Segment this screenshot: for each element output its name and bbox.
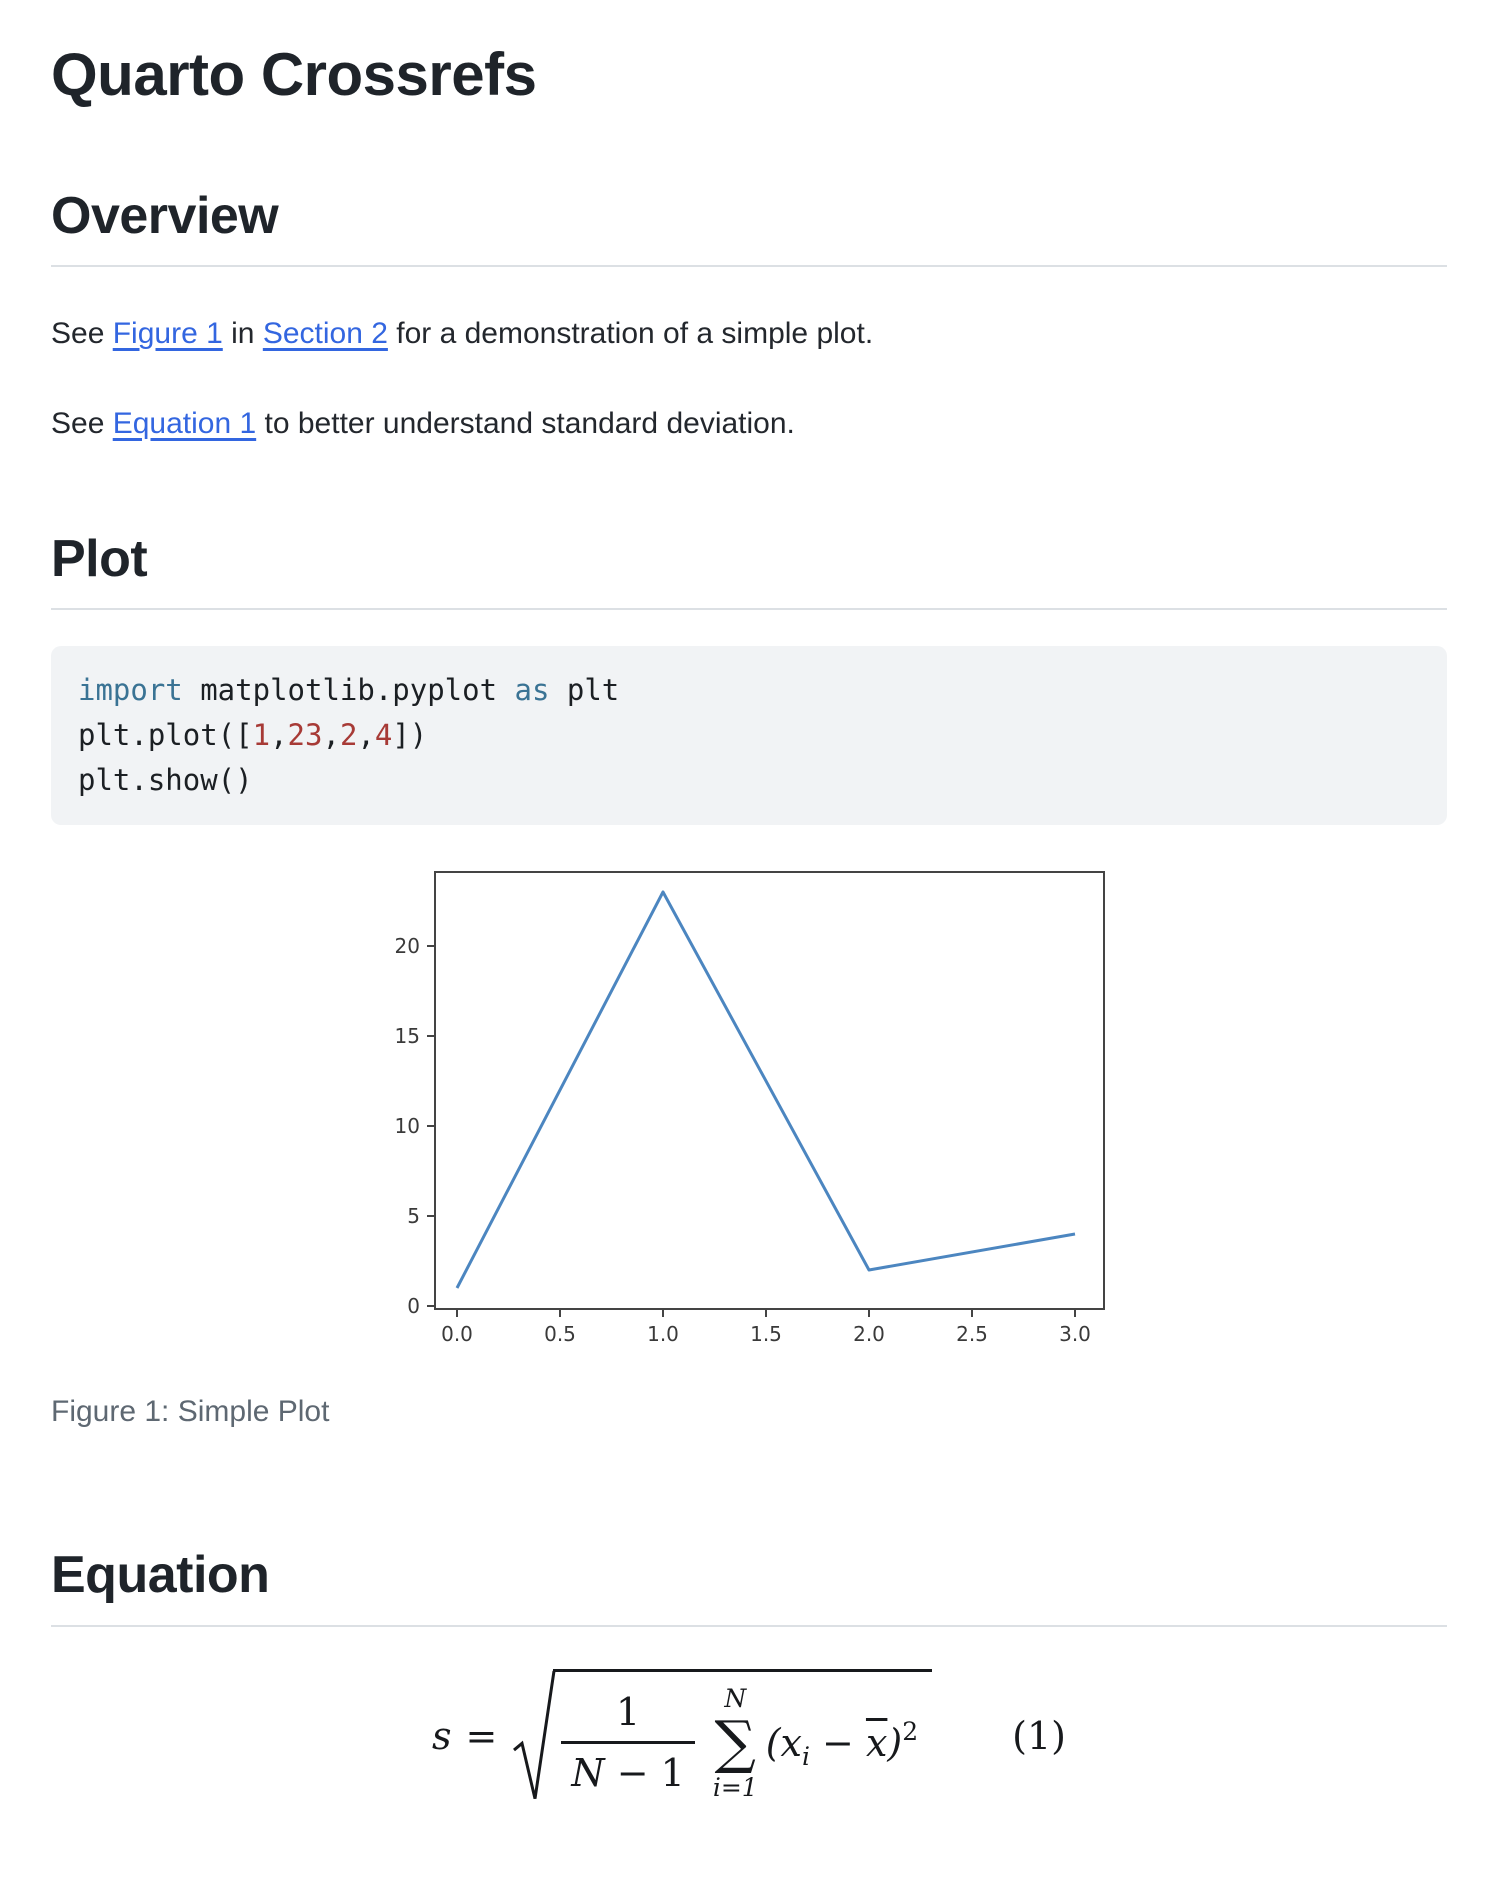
figure-simple-plot bbox=[51, 853, 1447, 1429]
fraction-numerator: 1 bbox=[616, 1690, 641, 1735]
close-paren: ) bbox=[887, 1720, 903, 1765]
fraction bbox=[561, 1690, 694, 1795]
radical-sign-icon bbox=[511, 1669, 557, 1804]
plot-svg bbox=[389, 853, 1119, 1353]
number-literal: 1 bbox=[252, 718, 271, 753]
minus-sign: − bbox=[809, 1720, 866, 1765]
x-bar: $\overline{x}$ bbox=[865, 1720, 888, 1765]
keyword-as: as bbox=[514, 673, 550, 708]
y-tick-label: 0 bbox=[407, 1294, 420, 1319]
number-literal: 23 bbox=[287, 718, 323, 753]
minus-sign: − bbox=[604, 1751, 661, 1796]
y-tick-label: 20 bbox=[394, 934, 420, 959]
number-literal: 4 bbox=[374, 718, 393, 753]
text-segment: See bbox=[51, 317, 113, 351]
python-code-block bbox=[51, 646, 1447, 825]
math-number-1: 1 bbox=[660, 1751, 685, 1796]
y-tick-label: 5 bbox=[407, 1204, 420, 1229]
equation-1-link[interactable]: Equation 1 bbox=[112, 407, 257, 441]
equation-block bbox=[51, 1669, 1447, 1804]
equation-formula bbox=[432, 1669, 932, 1804]
open-paren: ( bbox=[765, 1720, 781, 1765]
code-line bbox=[78, 718, 427, 752]
code-text: ]) bbox=[392, 718, 428, 753]
code-text: , bbox=[357, 718, 375, 753]
code-text: plt.show() bbox=[78, 763, 253, 798]
sum-lower-limit: i=1 bbox=[712, 1772, 758, 1802]
code-line bbox=[78, 763, 253, 797]
y-tick-label: 10 bbox=[394, 1114, 420, 1139]
equals-sign: = bbox=[465, 1714, 498, 1759]
x-tick-label: 0.0 bbox=[441, 1322, 473, 1347]
x-tick-label: 2.0 bbox=[853, 1322, 885, 1347]
math-symbol-x: x bbox=[780, 1720, 802, 1765]
summation bbox=[712, 1683, 758, 1802]
subscript-i: i bbox=[801, 1741, 810, 1771]
x-tick-label: 3.0 bbox=[1059, 1322, 1091, 1347]
code-text: plt.plot([ bbox=[78, 718, 253, 753]
figure-1-link[interactable]: Figure 1 bbox=[112, 317, 223, 351]
fraction-denominator bbox=[561, 1741, 694, 1795]
x-tick-label: 0.5 bbox=[544, 1322, 576, 1347]
code-text: , bbox=[270, 718, 288, 753]
section-heading-overview: Overview bbox=[51, 188, 1447, 267]
x-tick-label: 1.0 bbox=[647, 1322, 679, 1347]
code-text: matplotlib.pyplot bbox=[182, 673, 515, 708]
equation-number: (1) bbox=[1012, 1714, 1066, 1759]
math-symbol-s: s bbox=[432, 1714, 452, 1759]
x-tick-label: 1.5 bbox=[750, 1322, 782, 1347]
y-tick-label: 15 bbox=[394, 1024, 420, 1049]
overview-paragraph-2 bbox=[51, 403, 1447, 445]
number-literal: 2 bbox=[339, 718, 358, 753]
text-segment: to better understand standard deviation. bbox=[256, 407, 795, 441]
square-root bbox=[511, 1669, 932, 1804]
superscript-2: 2 bbox=[902, 1716, 919, 1746]
sigma-icon: ∑ bbox=[714, 1707, 756, 1776]
text-segment: in bbox=[222, 317, 263, 351]
math-symbol-N: N bbox=[571, 1751, 605, 1796]
section-heading-plot: Plot bbox=[51, 531, 1447, 610]
code-line bbox=[78, 673, 619, 707]
figure-caption: Figure 1: Simple Plot bbox=[51, 1395, 330, 1429]
overview-paragraph-1 bbox=[51, 313, 1447, 355]
text-segment: for a demonstration of a simple plot. bbox=[387, 317, 874, 351]
code-text: plt bbox=[549, 673, 620, 708]
sum-upper-limit: N bbox=[724, 1683, 747, 1713]
page-title: Quarto Crossrefs bbox=[51, 41, 537, 108]
section-2-link[interactable]: Section 2 bbox=[262, 317, 388, 351]
line-series bbox=[457, 892, 1075, 1288]
x-tick-label: 2.5 bbox=[956, 1322, 988, 1347]
radicand bbox=[553, 1669, 932, 1804]
section-heading-equation: Equation bbox=[51, 1547, 1447, 1626]
text-segment: See bbox=[51, 407, 113, 441]
code-text: , bbox=[322, 718, 340, 753]
keyword-import: import bbox=[78, 673, 183, 708]
summand-expression bbox=[765, 1716, 919, 1771]
